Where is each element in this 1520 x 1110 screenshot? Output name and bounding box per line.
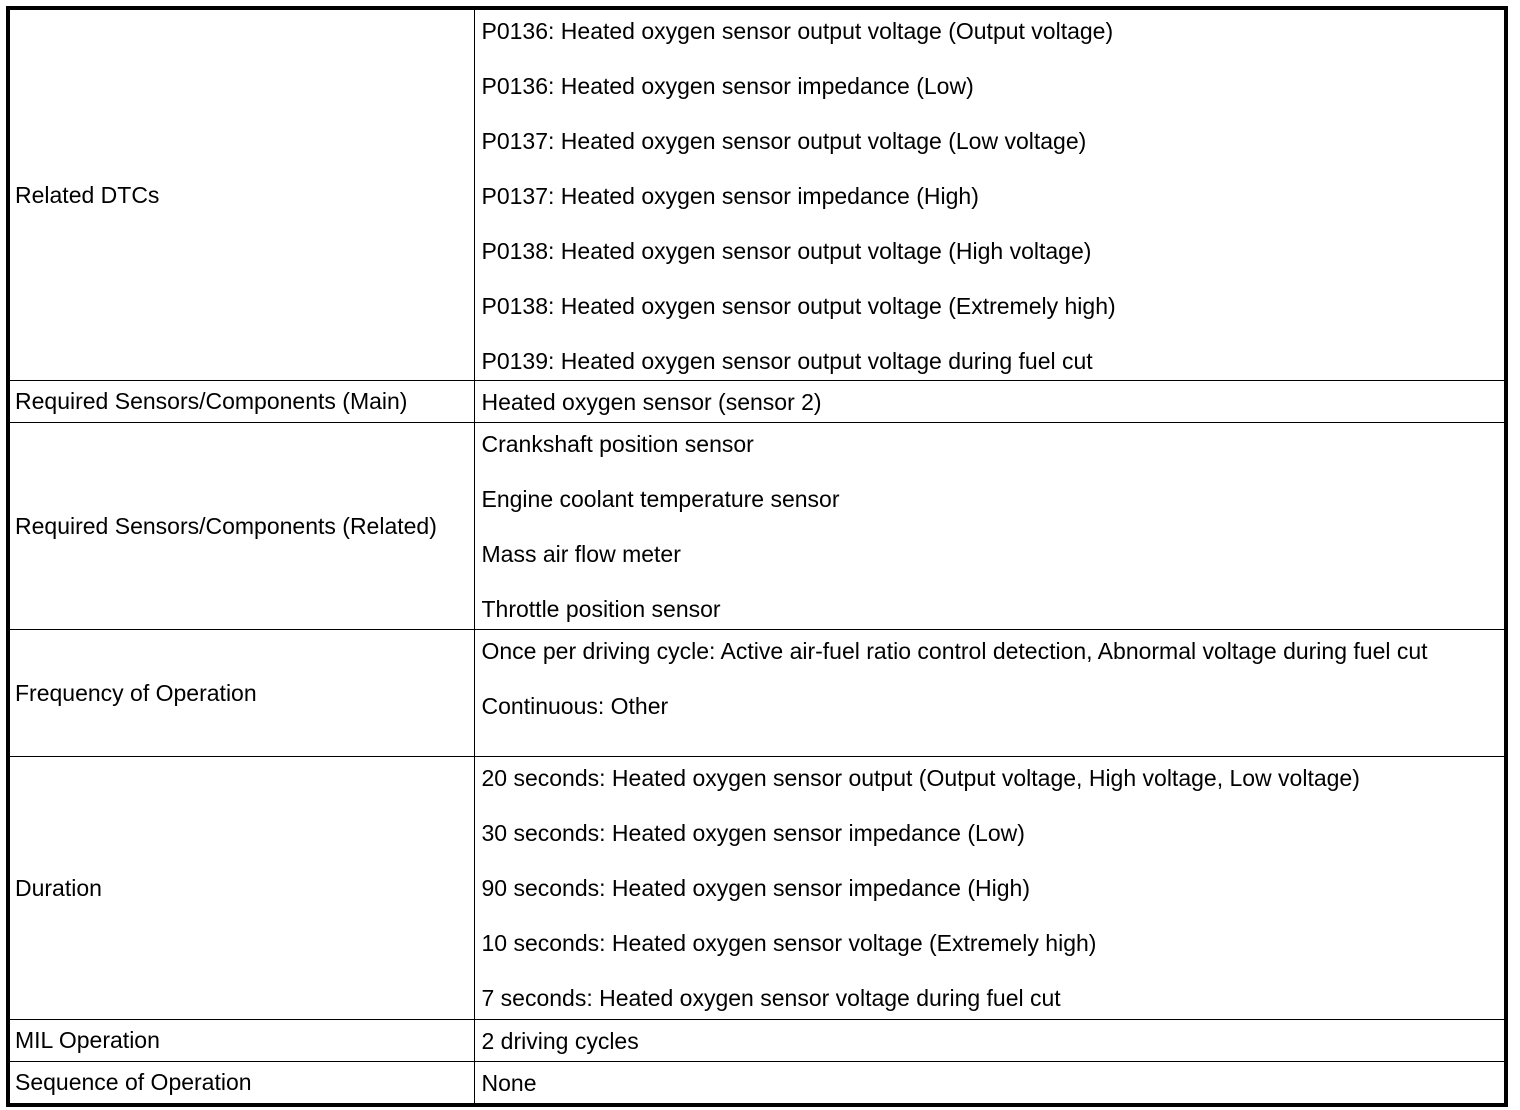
duration-item: 10 seconds: Heated oxygen sensor voltage (Extremely high) (481, 929, 1097, 956)
frequency-item: Once per driving cycle: Active air-fuel ratio control detection, Abnormal voltage during fuel cut (481, 637, 1428, 664)
duration-item: 90 seconds: Heated oxygen sensor impedance (High) (481, 874, 1030, 901)
row-label-mil-operation: MIL Operation (8, 1019, 474, 1061)
table-row-duration (8, 756, 1506, 1019)
table-row-related-dtcs (8, 8, 1506, 380)
dtc-item: P0137: Heated oxygen sensor impedance (High) (481, 183, 979, 209)
duration-item: 20 seconds: Heated oxygen sensor output (Output voltage, High voltage, Low voltage) (481, 764, 1360, 791)
monitor-spec-table (6, 6, 1508, 1107)
sequence-item: None (481, 1069, 537, 1096)
duration-item: 30 seconds: Heated oxygen sensor impedance (Low) (481, 819, 1025, 846)
table-row-required-main (8, 380, 1506, 422)
component-item: Engine coolant temperature sensor (481, 485, 840, 512)
row-value-duration (474, 756, 1506, 1019)
component-item: Heated oxygen sensor (sensor 2) (481, 388, 822, 415)
row-label-sequence: Sequence of Operation (8, 1061, 474, 1105)
mil-item: 2 driving cycles (481, 1027, 639, 1054)
table-row-frequency (8, 629, 1506, 756)
row-value-sequence (474, 1061, 1506, 1105)
row-value-related-dtcs (474, 8, 1506, 380)
dtc-item: P0138: Heated oxygen sensor output voltage (High voltage) (481, 238, 1092, 264)
table-row-sequence (8, 1061, 1506, 1105)
dtc-item: P0138: Heated oxygen sensor output voltage (Extremely high) (481, 293, 1116, 319)
dtc-item: P0139: Heated oxygen sensor output voltage during fuel cut (481, 348, 1093, 374)
component-item: Throttle position sensor (481, 595, 721, 622)
table-row-required-related (8, 422, 1506, 629)
row-label-frequency: Frequency of Operation (8, 629, 474, 756)
dtc-item: P0136: Heated oxygen sensor output voltage (Output voltage) (481, 18, 1114, 44)
duration-item: 7 seconds: Heated oxygen sensor voltage during fuel cut (481, 984, 1061, 1011)
row-value-required-main (474, 380, 1506, 422)
row-value-frequency (474, 629, 1506, 756)
row-label-duration: Duration (8, 756, 474, 1019)
row-label-required-main: Required Sensors/Components (Main) (8, 380, 474, 422)
row-label-related-dtcs: Related DTCs (8, 8, 474, 380)
frequency-item: Continuous: Other (481, 692, 669, 719)
dtc-item: P0137: Heated oxygen sensor output voltage (Low voltage) (481, 128, 1087, 154)
table-row-mil-operation (8, 1019, 1506, 1061)
row-value-mil-operation (474, 1019, 1506, 1061)
component-item: Crankshaft position sensor (481, 430, 754, 457)
row-label-required-related: Required Sensors/Components (Related) (8, 422, 474, 629)
component-item: Mass air flow meter (481, 540, 681, 567)
row-value-required-related (474, 422, 1506, 629)
dtc-item: P0136: Heated oxygen sensor impedance (Low) (481, 73, 974, 99)
